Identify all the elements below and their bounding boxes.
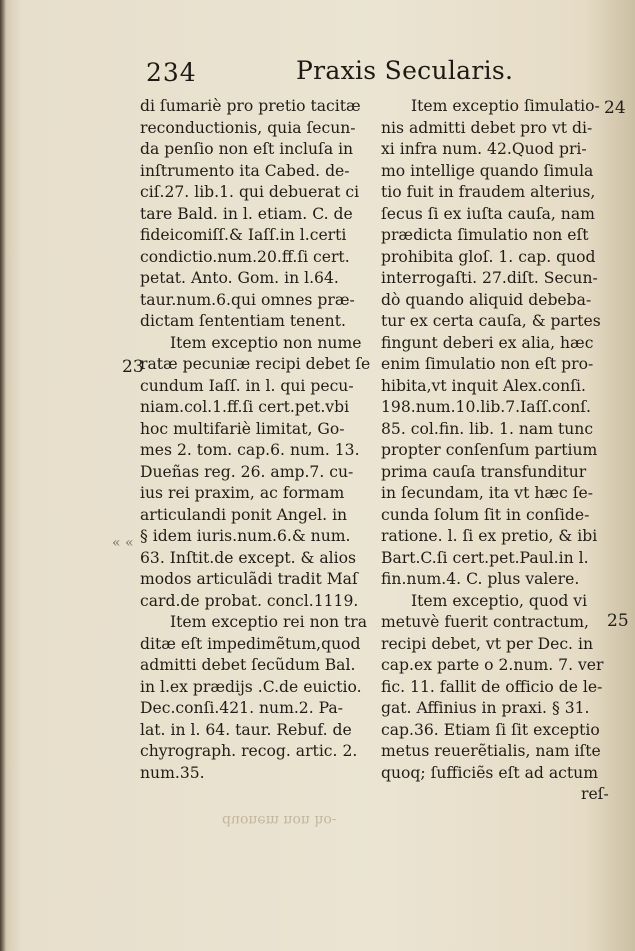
text-line: tio fuit in fraudem alterius,: [381, 183, 596, 201]
ink-stain-marks: « «: [112, 535, 134, 551]
text-line: taur.num.6.qui omnes præ-: [140, 290, 355, 309]
margin-number-right-top: 24: [604, 98, 626, 118]
text-line: ratione. l. ſi ex pretio, & ibi: [381, 527, 598, 545]
text-line: petat. Anto. Gom. in l.64.: [140, 269, 339, 287]
text-line: da penſio non eſt incluſa in: [140, 140, 354, 158]
text-line: metuvè fuerit contractum,: [381, 613, 589, 631]
text-line: § idem iuris.num.6.& num.: [140, 527, 351, 545]
text-line: condictio.num.20.ff.ſi cert.: [140, 247, 350, 266]
text-line: admitti debet ſecũdum Bal.: [140, 656, 356, 674]
text-line: fic. 11. fallit de officio de le-: [381, 677, 603, 696]
text-line: hibita,vt inquit Alex.conſi.: [381, 376, 586, 395]
text-line: Bart.C.ſi cert.pet.Paul.in l.: [381, 548, 589, 567]
text-line: prohibita gloſ. 1. cap. quod: [381, 247, 596, 266]
text-line: fingunt deberi ex alia, hæc: [381, 333, 594, 352]
text-line: inſtrumento ita Cabed. de-: [140, 161, 350, 180]
text-line: dò quando aliquid debeba-: [381, 290, 592, 309]
text-line: num.35.: [140, 763, 205, 782]
text-line: mo intellige quando ſimula: [381, 161, 594, 180]
text-line: ſecus ſi ex iuſta cauſa, nam: [381, 204, 595, 223]
text-line: in ſecundam, ita vt hæc ſe-: [381, 484, 593, 502]
text-line: cundum Iaſſ. in l. qui pecu-: [140, 376, 354, 395]
text-line: Item exceptio rei non tra: [170, 613, 368, 631]
binding-shadow: [0, 0, 6, 951]
text-line: Dueñas reg. 26. amp.7. cu-: [140, 462, 354, 481]
running-head: Praxis Secularis.: [296, 56, 514, 85]
text-line: cunda ſolum ſit in conſide-: [381, 505, 590, 524]
text-line: in l.ex prædijs .C.de euictio.: [140, 677, 362, 696]
text-line: hoc multifariè limitat, Go-: [140, 419, 345, 438]
margin-number-right-mid: 25: [607, 611, 629, 631]
text-line: tur ex certa cauſa, & partes: [381, 312, 601, 330]
text-line: ius rei praxim, ac formam: [140, 484, 345, 502]
text-line: enim ſimulatio non eſt pro-: [381, 355, 594, 373]
left-column-text: [140, 96, 376, 784]
text-line: Item exceptio, quod vi: [411, 591, 588, 610]
right-column-text: [381, 96, 615, 806]
text-line: modos articulãdi tradit Maſ: [140, 570, 358, 588]
text-line: cap.ex parte o 2.num. 7. ver: [381, 656, 604, 674]
text-line: cap.36. Etiam ſi ſit exceptio: [381, 720, 600, 739]
page-number: 234: [146, 58, 197, 87]
text-line: niam.col.1.ff.ſi cert.pet.vbi: [140, 398, 350, 416]
text-line: prædicta ſimulatio non eſt: [381, 226, 589, 244]
text-line: interrogaſti. 27.diſt. Secun-: [381, 269, 598, 287]
text-line: articulandi ponit Angel. in: [140, 505, 348, 524]
text-line: Item exceptio non nume: [170, 333, 362, 352]
text-line: mes 2. tom. cap.6. num. 13.: [140, 441, 360, 459]
text-line: Dec.conſi.421. num.2. Pa-: [140, 699, 344, 717]
text-line: lat. in l. 64. taur. Rebuf. de: [140, 720, 352, 739]
text-line: quoq; ſufficiẽs eſt ad actum: [381, 763, 598, 782]
text-line: gat. Affinius in praxi. § 31.: [381, 699, 590, 717]
text-line: Item exceptio ſimulatio-: [411, 97, 600, 115]
text-line: fin.num.4. C. plus valere.: [381, 570, 580, 588]
text-line: di ſumariè pro pretio tacitæ: [140, 97, 361, 115]
catchword: reſ-: [581, 785, 609, 803]
text-line: reconductionis, quia ſecun-: [140, 118, 356, 137]
text-line: chyrograph. recog. artic. 2.: [140, 742, 358, 760]
text-line: ciſ.27. lib.1. qui debuerat ci: [140, 183, 360, 201]
text-line: ratæ pecuniæ recipi debet ſe: [140, 355, 371, 373]
text-line: metus reuerẽtialis, nam iſte: [381, 742, 601, 760]
text-line: propter conſenſum partium: [381, 441, 598, 459]
text-line: dictam ſententiam tenent.: [140, 312, 346, 330]
text-line: recipi debet, vt per Dec. in: [381, 634, 593, 653]
text-line: ditæ eſt impedimẽtum,quod: [140, 634, 361, 653]
text-line: tare Bald. in l. etiam. C. de: [140, 204, 353, 223]
text-line: nis admitti debet pro vt di-: [381, 118, 593, 137]
show-through-text: duonem non ho-: [222, 812, 337, 828]
margin-number-left: 23: [122, 357, 144, 377]
text-line: 63. Inſtit.de except. & alios: [140, 548, 357, 567]
text-line: 85. col.fin. lib. 1. nam tunc: [381, 419, 594, 438]
text-line: prima cauſa transfunditur: [381, 462, 587, 481]
text-line: fideicomiſſ.& Iaſſ.in l.certi: [140, 226, 347, 244]
text-line: xi infra num. 42.Quod pri-: [381, 140, 587, 158]
text-line: card.de probat. concl.1119.: [140, 591, 359, 610]
text-line: 198.num.10.lib.7.Iaſſ.conſ.: [381, 398, 591, 416]
